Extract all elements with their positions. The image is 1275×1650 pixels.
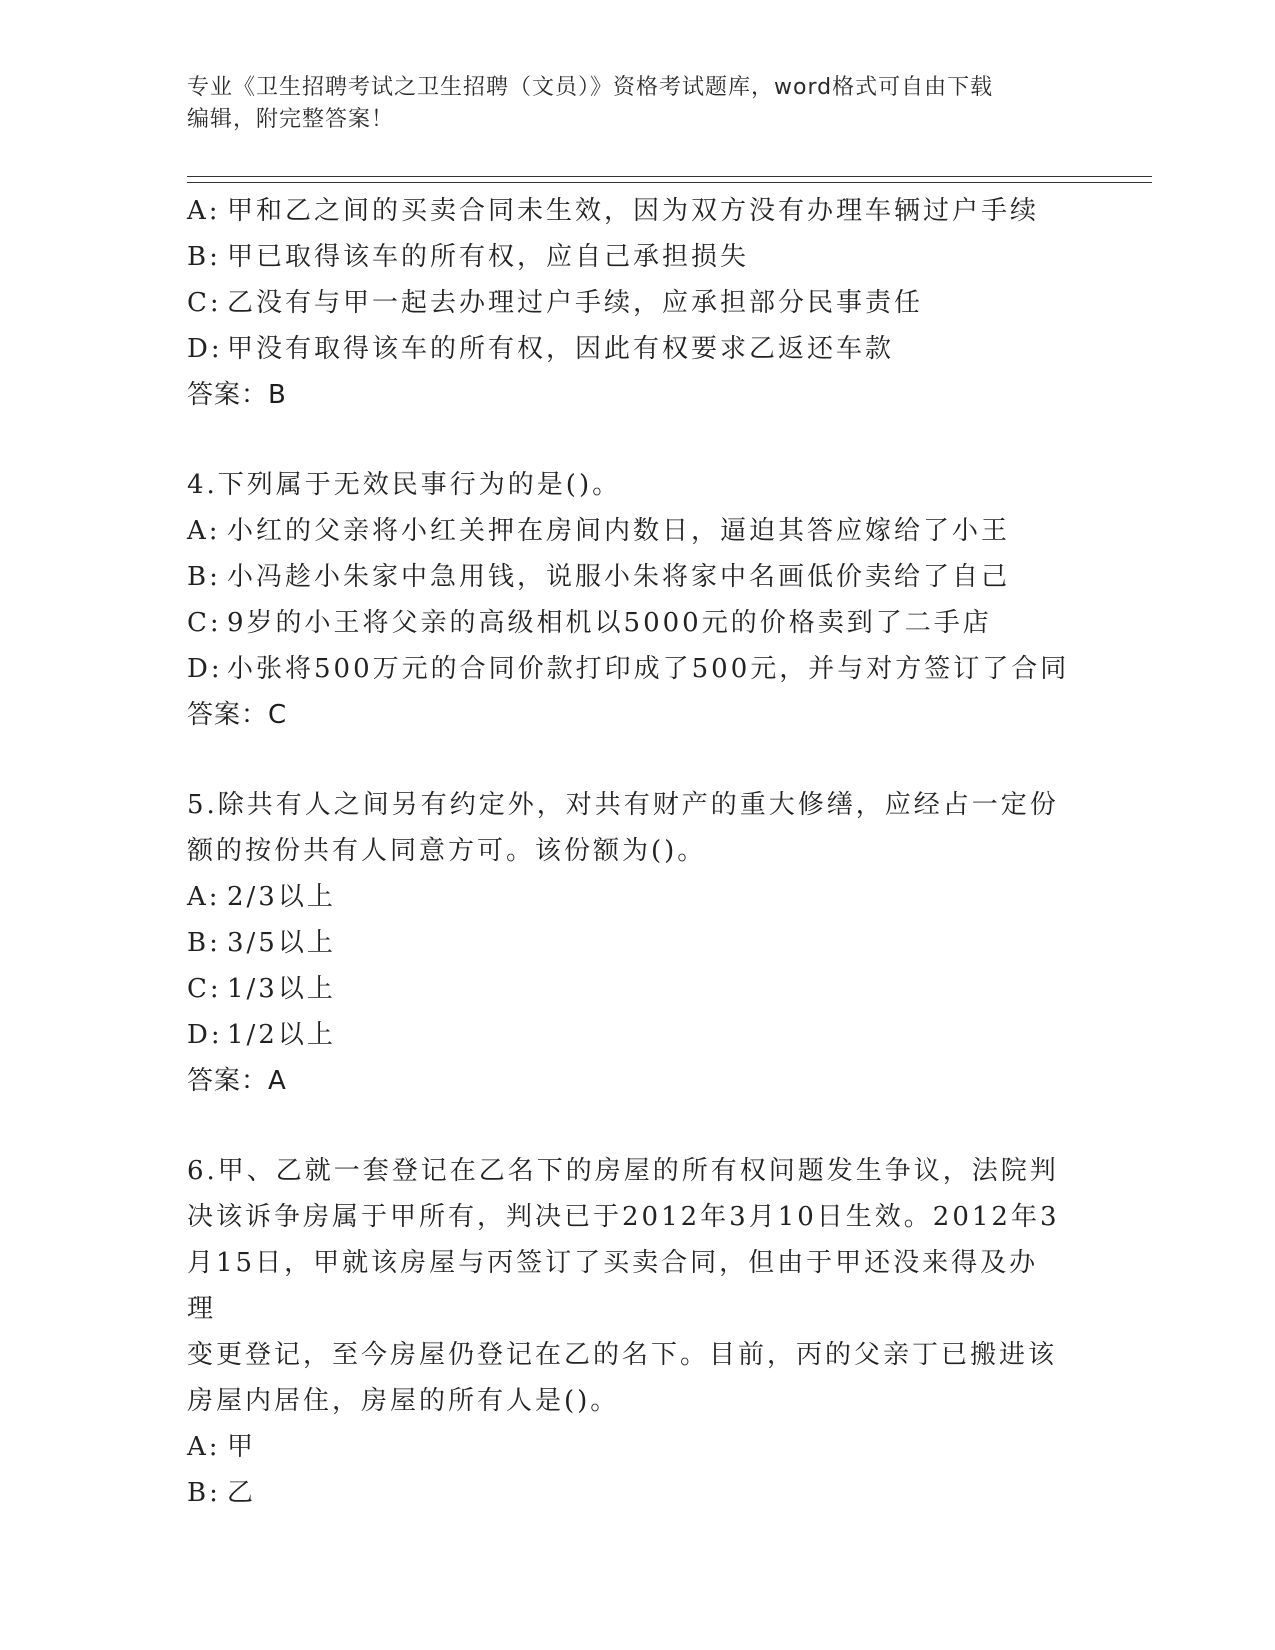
option-text: 甲没有取得该车的所有权，因此有权要求乙返还车款 [227, 334, 895, 364]
question-content [187, 188, 1087, 1516]
option-text: 1/2以上 [227, 1020, 336, 1050]
option-label: A: [187, 196, 221, 226]
question-6-text-line-5: 房屋内居住，房屋的所有人是()。 [187, 1386, 620, 1416]
question-6-text-line-4: 变更登记，至今房屋仍登记在乙的名下。目前，丙的父亲丁已搬进该 [187, 1340, 1058, 1370]
option-c [187, 280, 1087, 326]
option-b [187, 234, 1087, 280]
option-label: C: [187, 974, 222, 1004]
header-title-line-2: 编辑，附完整答案！ [187, 107, 395, 132]
option-label: C: [187, 608, 222, 638]
spacer [187, 418, 1087, 462]
question-4-block [187, 462, 1087, 738]
option-d [187, 1012, 1087, 1058]
option-text: 小红的父亲将小红关押在房间内数日，逼迫其答应嫁给了小王 [227, 516, 1011, 546]
answer-line: 答案：B [187, 380, 287, 410]
question-6-text-line-3: 月15日，甲就该房屋与丙签订了买卖合同，但由于甲还没来得及办理 [187, 1248, 1039, 1324]
option-text: 小冯趁小朱家中急用钱，说服小朱将家中名画低价卖给了自己 [227, 562, 1011, 592]
question-5-block [187, 782, 1087, 1104]
option-label: B: [187, 1478, 221, 1508]
option-a [187, 874, 1087, 920]
option-text: 甲和乙之间的买卖合同未生效，因为双方没有办理车辆过户手续 [227, 196, 1040, 226]
question-6-text-line-2: 决该诉争房属于甲所有，判决已于2012年3月10日生效。2012年3 [187, 1202, 1060, 1232]
header-title-line-1: 专业《卫生招聘考试之卫生招聘（文员）》资格考试题库，word格式可自由下载 [187, 75, 994, 100]
option-a [187, 1424, 1087, 1470]
option-b [187, 554, 1087, 600]
option-label: B: [187, 562, 221, 592]
spacer [187, 1104, 1087, 1148]
document-header [187, 72, 1087, 136]
option-label: D: [187, 654, 223, 684]
option-text: 3/5以上 [227, 928, 336, 958]
question-5-text-line-1: 5.除共有人之间另有约定外，对共有财产的重大修缮，应经占一定份 [187, 790, 1059, 820]
option-a [187, 188, 1087, 234]
option-label: A: [187, 882, 221, 912]
option-label: B: [187, 242, 221, 272]
header-rule-bottom [187, 182, 1152, 183]
question-3-block [187, 188, 1087, 418]
option-text: 乙没有与甲一起去办理过户手续，应承担部分民事责任 [227, 288, 924, 318]
option-b [187, 920, 1087, 966]
option-b [187, 1470, 1087, 1516]
option-text: 小张将500万元的合同价款打印成了500元，并与对方签订了合同 [227, 654, 1070, 684]
option-text: 2/3以上 [227, 882, 336, 912]
option-text: 乙 [227, 1478, 257, 1508]
option-label: B: [187, 928, 221, 958]
answer-line: 答案：A [187, 1066, 287, 1096]
answer-line: 答案：C [187, 700, 288, 730]
option-text: 甲已取得该车的所有权，应自己承担损失 [227, 242, 750, 272]
option-d [187, 326, 1087, 372]
spacer [187, 738, 1087, 782]
question-5-text-line-2: 额的按份共有人同意方可。该份额为()。 [187, 836, 707, 866]
option-label: C: [187, 288, 222, 318]
option-label: D: [187, 334, 223, 364]
option-text: 甲 [227, 1432, 257, 1462]
option-text: 1/3以上 [227, 974, 336, 1004]
option-label: D: [187, 1020, 223, 1050]
option-d [187, 646, 1087, 692]
header-rule-top [187, 176, 1152, 177]
option-label: A: [187, 516, 221, 546]
option-c [187, 600, 1087, 646]
question-4-text: 4.下列属于无效民事行为的是()。 [187, 470, 622, 500]
option-a [187, 508, 1087, 554]
question-6-block [187, 1148, 1087, 1516]
option-text: 9岁的小王将父亲的高级相机以5000元的价格卖到了二手店 [227, 608, 992, 638]
question-6-text-line-1: 6.甲、乙就一套登记在乙名下的房屋的所有权问题发生争议，法院判 [187, 1156, 1059, 1186]
option-c [187, 966, 1087, 1012]
option-label: A: [187, 1432, 221, 1462]
